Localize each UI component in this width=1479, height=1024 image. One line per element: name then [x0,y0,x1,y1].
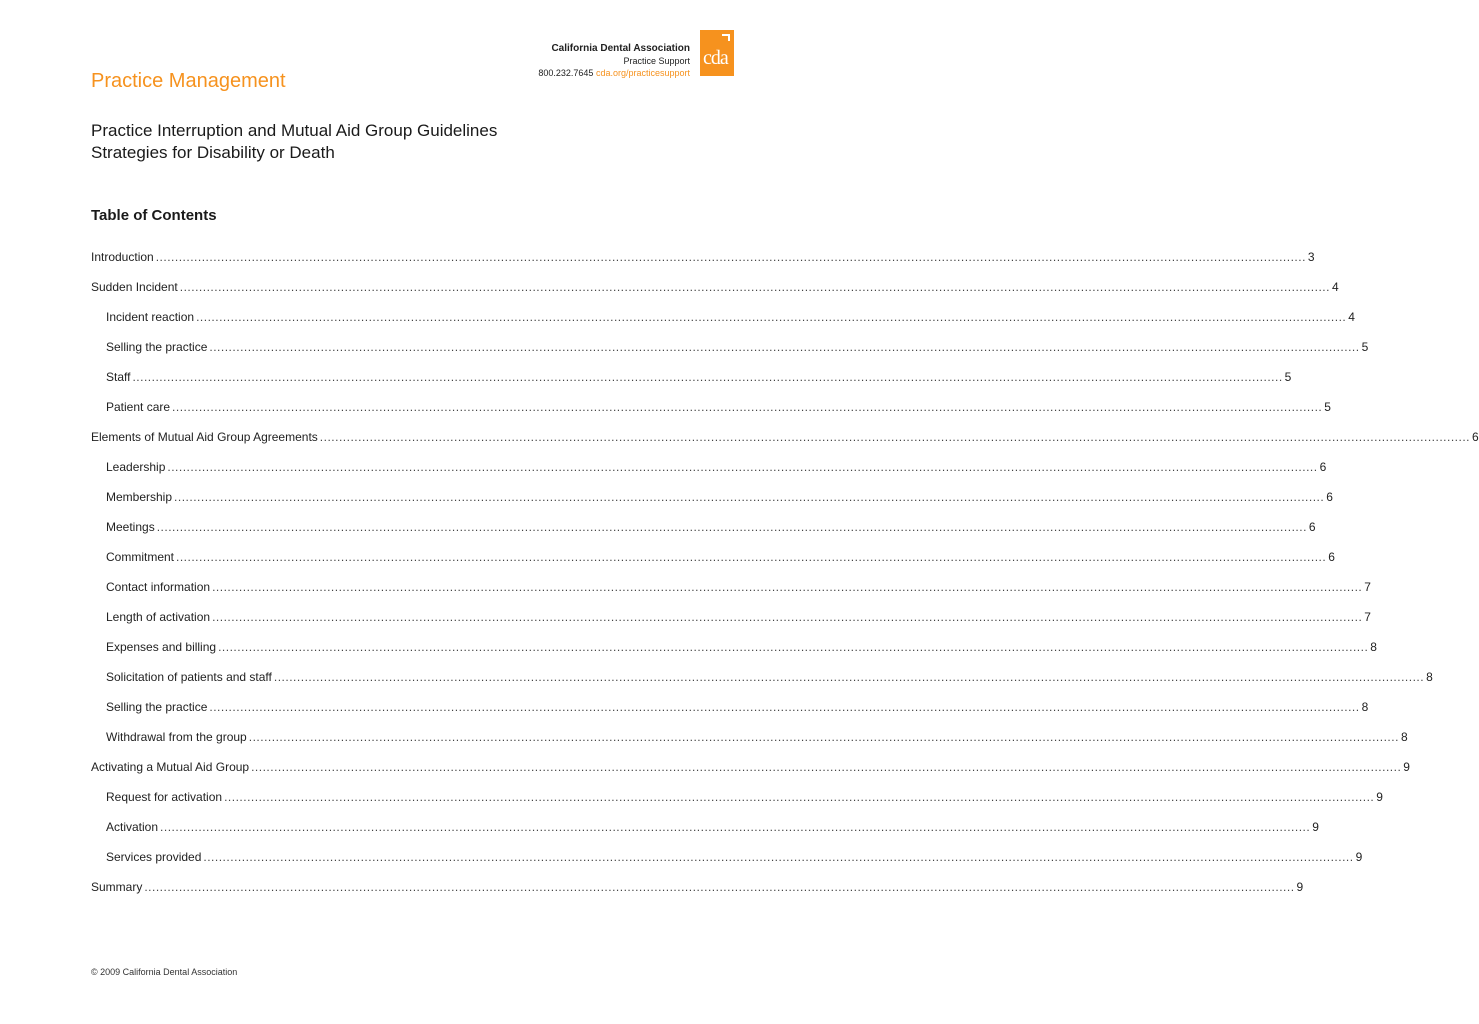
document-title-line-1: Practice Interruption and Mutual Aid Group Guidelines [91,121,498,140]
toc-entry[interactable] [91,370,1292,400]
toc-entry-page: 6 [1472,430,1479,444]
toc-entry-page: 7 [1364,610,1371,624]
toc-entry[interactable] [91,580,1371,610]
toc-entry-label: Sudden Incident [91,280,178,294]
toc-entry-page: 5 [1361,340,1369,354]
table-of-contents [91,250,1479,910]
toc-entry-page: 9 [1296,880,1304,894]
toc-entry-page: 6 [1308,520,1316,534]
toc-entry[interactable] [91,790,1383,820]
toc-entry[interactable] [91,520,1316,550]
copyright-footer: © 2009 California Dental Association [91,967,238,977]
toc-entry-label: Selling the practice [106,340,208,354]
toc-entry-label: Membership [106,490,173,504]
toc-entry-page: 6 [1326,490,1333,504]
org-subtitle: Practice Support [623,56,690,66]
toc-entry-label: Length of activation [106,610,211,624]
toc-entry-page: 9 [1312,820,1319,834]
toc-entry-label: Incident reaction [106,310,195,324]
toc-dot-leader: ............................................................................................................................................................................................................................................................................................................ [224,790,1375,804]
toc-entry-page: 9 [1376,790,1383,804]
toc-dot-leader: ............................................................................................................................................................................................................................................................................................................ [132,370,1283,384]
toc-entry[interactable] [91,280,1339,310]
toc-entry-page: 8 [1426,670,1433,684]
toc-entry[interactable] [91,670,1433,700]
toc-dot-leader: ............................................................................................................................................................................................................................................................................................................ [209,340,1360,354]
toc-dot-leader: ............................................................................................................................................................................................................................................................................................................ [176,550,1327,564]
toc-entry-label: Meetings [106,520,155,534]
toc-dot-leader: ............................................................................................................................................................................................................................................................................................................ [156,520,1307,534]
toc-entry-page: 4 [1331,280,1339,294]
toc-entry-page: 9 [1355,850,1363,864]
toc-dot-leader: ............................................................................................................................................................................................................................................................................................................ [160,820,1311,834]
logo-text: cda [703,47,728,69]
toc-entry[interactable] [91,700,1369,730]
toc-entry-page: 9 [1403,760,1410,774]
logo-flag-icon [722,34,730,41]
toc-dot-leader: ............................................................................................................................................................................................................................................................................................................ [248,730,1399,744]
org-phone: 800.232.7645 [538,68,594,78]
toc-entry-page: 6 [1319,460,1327,474]
toc-entry-label: Request for activation [106,790,223,804]
toc-entry-label: Solicitation of patients and staff [106,670,272,684]
toc-dot-leader: ............................................................................................................................................................................................................................................................................................................ [212,610,1363,624]
toc-entry-label: Elements of Mutual Aid Group Agreements [91,430,318,444]
toc-entry-label: Summary [91,880,143,894]
toc-entry-label: Leadership [106,460,166,474]
toc-entry[interactable] [91,430,1479,460]
org-name: California Dental Association [551,43,690,54]
toc-entry[interactable] [91,460,1327,490]
toc-entry[interactable] [91,880,1304,910]
toc-entry-label: Patient care [106,400,171,414]
toc-entry-label: Expenses and billing [106,640,217,654]
toc-entry-label: Activation [106,820,159,834]
toc-entry-page: 6 [1328,550,1335,564]
toc-dot-leader: ............................................................................................................................................................................................................................................................................................................ [196,310,1347,324]
org-contact [538,67,690,79]
toc-entry[interactable] [91,820,1319,850]
toc-dot-leader: ............................................................................................................................................................................................................................................................................................................ [179,280,1330,294]
toc-entry[interactable] [91,640,1377,670]
toc-entry[interactable] [91,340,1369,370]
toc-entry-label: Introduction [91,250,154,264]
document-title-line-2: Strategies for Disability or Death [91,143,335,162]
toc-entry-label: Contact information [106,580,211,594]
toc-entry-page: 5 [1324,400,1331,414]
toc-entry-page: 5 [1284,370,1292,384]
toc-entry[interactable] [91,850,1363,880]
toc-dot-leader: ............................................................................................................................................................................................................................................................................................................ [174,490,1325,504]
toc-entry[interactable] [91,610,1371,640]
toc-entry-page: 8 [1400,730,1408,744]
toc-dot-leader: ............................................................................................................................................................................................................................................................................................................ [319,430,1470,444]
toc-entry-page: 7 [1364,580,1371,594]
section-title: Practice Management [91,70,286,92]
toc-dot-leader: ............................................................................................................................................................................................................................................................................................................ [209,700,1360,714]
toc-entry[interactable] [91,490,1333,520]
toc-entry[interactable] [91,310,1355,340]
toc-entry-page: 8 [1370,640,1377,654]
toc-dot-leader: ............................................................................................................................................................................................................................................................................................................ [212,580,1363,594]
toc-heading: Table of Contents [91,207,217,224]
cda-logo [700,30,734,76]
toc-entry-page: 4 [1348,310,1355,324]
toc-entry-label: Withdrawal from the group [106,730,247,744]
toc-dot-leader: ............................................................................................................................................................................................................................................................................................................ [203,850,1354,864]
toc-entry-page: 8 [1361,700,1369,714]
org-url: cda.org/practicesupport [595,68,690,78]
document-title [91,120,497,164]
toc-entry[interactable] [91,550,1335,580]
toc-entry[interactable] [91,730,1408,760]
toc-entry[interactable] [91,400,1331,430]
toc-dot-leader: ............................................................................................................................................................................................................................................................................................................ [251,760,1402,774]
toc-dot-leader: ............................................................................................................................................................................................................................................................................................................ [172,400,1323,414]
toc-entry-label: Commitment [106,550,175,564]
toc-dot-leader: ............................................................................................................................................................................................................................................................................................................ [144,880,1295,894]
toc-dot-leader: ............................................................................................................................................................................................................................................................................................................ [218,640,1369,654]
toc-dot-leader: ............................................................................................................................................................................................................................................................................................................ [273,670,1425,684]
toc-entry[interactable] [91,760,1410,790]
toc-dot-leader: ............................................................................................................................................................................................................................................................................................................ [167,460,1318,474]
toc-entry-label: Activating a Mutual Aid Group [91,760,250,774]
org-info [538,30,690,79]
toc-entry-label: Selling the practice [106,700,208,714]
toc-entry-label: Services provided [106,850,202,864]
toc-entry-page: 3 [1307,250,1315,264]
toc-dot-leader: ............................................................................................................................................................................................................................................................................................................ [155,250,1306,264]
header-branding [538,30,734,79]
toc-entry-label: Staff [106,370,131,384]
toc-entry[interactable] [91,250,1315,280]
